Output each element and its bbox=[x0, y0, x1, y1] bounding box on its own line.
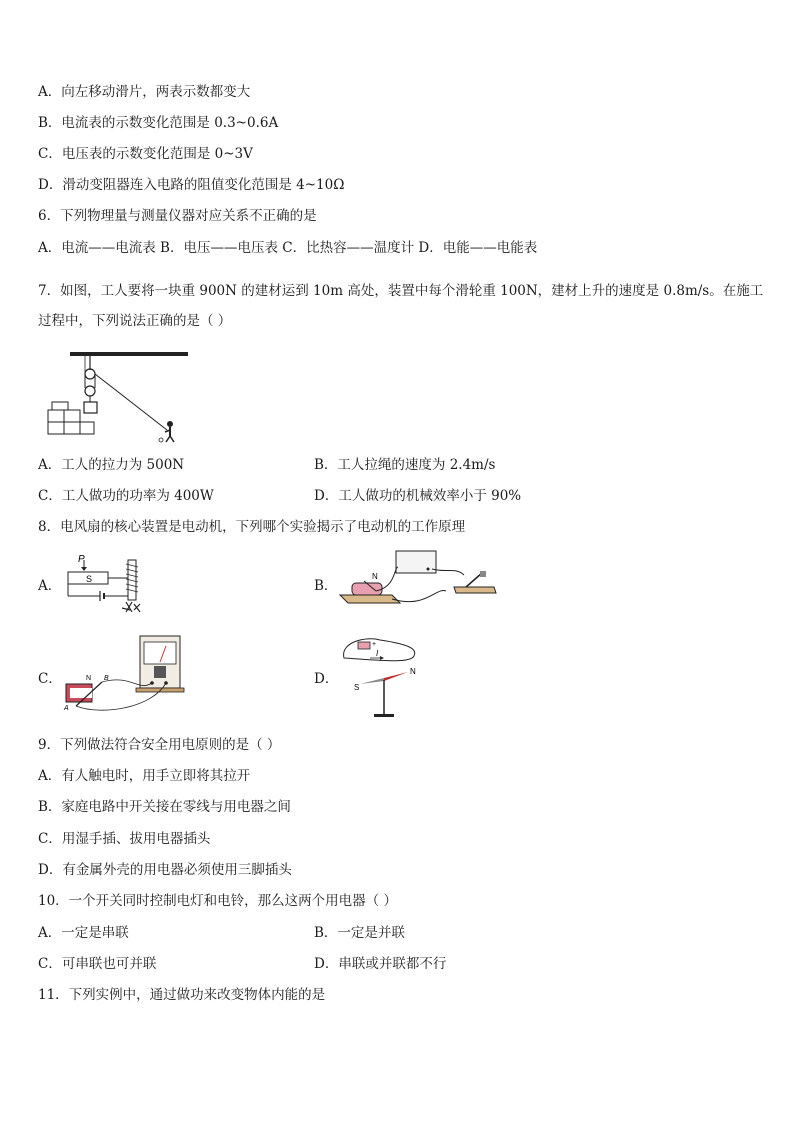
q7-option-c: C．工人做功的功率为 400W bbox=[38, 488, 214, 504]
q9-stem: 9．下列做法符合安全用电原则的是（ ） bbox=[38, 737, 281, 753]
q9-option-d: D．有金属外壳的用电器必须使用三脚插头 bbox=[38, 862, 292, 878]
q5-option-d: D．滑动变阻器连入电路的阻值变化范围是 4~10Ω bbox=[38, 177, 345, 193]
fig-d-label-s: S bbox=[354, 683, 360, 692]
q9-option-a: A．有人触电时，用手立即将其拉开 bbox=[38, 768, 251, 784]
q10-stem: 10．一个开关同时控制电灯和电铃，那么这两个用电器（ ） bbox=[38, 893, 397, 909]
svg-text:+: + bbox=[372, 641, 377, 648]
q7-stem-line2: 过程中，下列说法正确的是（ ） bbox=[38, 313, 232, 329]
q8-label-c: C． bbox=[38, 671, 62, 687]
fig-d-label-n: N bbox=[410, 667, 416, 676]
q6-options: A．电流——电流表 B．电压——电压表 C．比热容——温度计 D．电能——电能表 bbox=[38, 240, 538, 256]
q5-option-a: A．向左移动滑片，两表示数都变大 bbox=[38, 84, 251, 100]
q10-option-b: B．一定是并联 bbox=[314, 925, 405, 941]
fig-a-label-s: S bbox=[86, 574, 93, 584]
q8-label-a: A． bbox=[38, 578, 62, 594]
q5-option-c: C．电压表的示数变化范围是 0~3V bbox=[38, 146, 253, 162]
q6-stem: 6．下列物理量与测量仪器对应关系不正确的是 bbox=[38, 208, 317, 224]
galvanometer-figure bbox=[62, 632, 190, 716]
fig-c-label-a: A bbox=[64, 705, 69, 712]
fig-c-label-n: N bbox=[86, 675, 92, 682]
q7-option-d: D．工人做功的机械效率小于 90% bbox=[314, 488, 522, 504]
q9-option-c: C．用湿手插、拔用电器插头 bbox=[38, 831, 211, 847]
pulley-figure bbox=[44, 348, 194, 448]
q9-option-b: B．家庭电路中开关接在零线与用电器之间 bbox=[38, 799, 291, 815]
fig-b-label-n: N bbox=[372, 572, 378, 581]
q8-label-b: B． bbox=[314, 578, 338, 594]
q5-option-b: B．电流表的示数变化范围是 0.3~0.6A bbox=[38, 115, 279, 131]
generator-figure bbox=[336, 547, 501, 609]
q11-stem: 11．下列实例中，通过做功来改变物体内能的是 bbox=[38, 987, 326, 1003]
q7-stem-line1: 7．如图，工人要将一块重 900N 的建材运到 10m 高处，装置中每个滑轮重 100N，建材上升的速度是 0.8m/s。在施工 bbox=[38, 283, 764, 299]
fig-d-label-i: I bbox=[376, 649, 379, 658]
q7-option-b: B．工人拉绳的速度为 2.4m/s bbox=[314, 457, 496, 473]
oersted-figure bbox=[336, 634, 426, 722]
fig-a-label-p: P bbox=[78, 554, 85, 565]
q7-option-a: A．工人的拉力为 500N bbox=[38, 457, 185, 473]
q10-option-a: A．一定是串联 bbox=[38, 925, 129, 941]
q8-label-d: D． bbox=[314, 671, 339, 687]
q10-option-c: C．可串联也可并联 bbox=[38, 956, 157, 972]
q10-option-d: D．串联或并联都不行 bbox=[314, 956, 447, 972]
q8-stem: 8．电风扇的核心装置是电动机，下列哪个实验揭示了电动机的工作原理 bbox=[38, 519, 466, 535]
electromagnet-figure bbox=[60, 550, 160, 620]
fig-c-label-b: B bbox=[104, 675, 109, 682]
